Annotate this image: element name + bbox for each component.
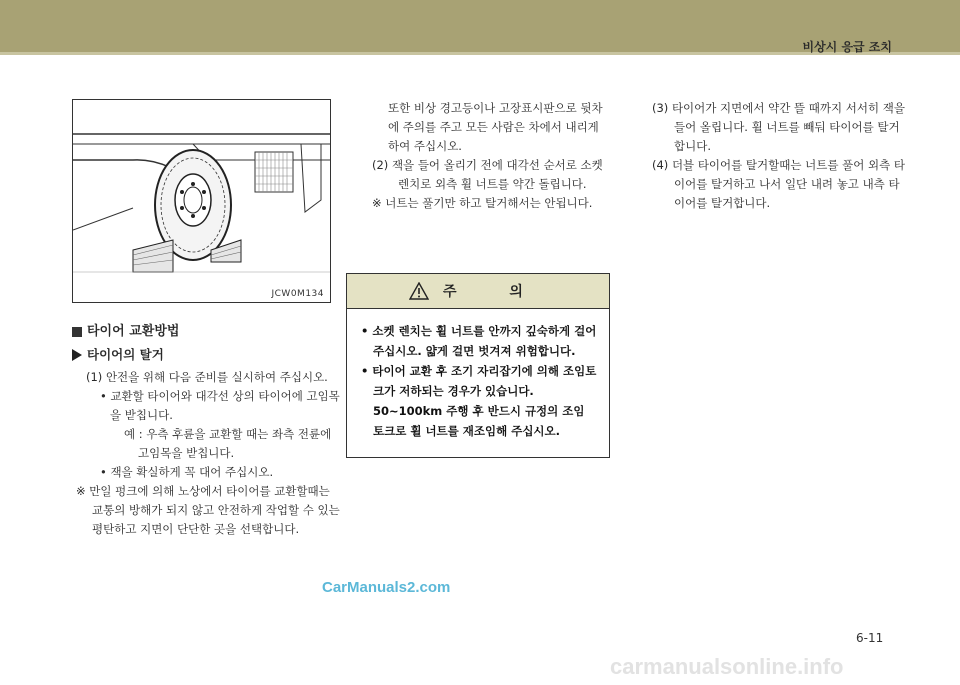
step-1: (1) 안전을 위해 다음 준비를 실시하여 주십시오.: [86, 370, 328, 384]
triangle-bullet-icon: [72, 349, 82, 361]
warning-continuation: 또한 비상 경고등이나 고장표시판으로 뒷차에 주의를 주고 모든 사람은 차에서 내리게 하여 주십시오.: [388, 101, 603, 153]
caution-item: • 소켓 렌치는 휠 너트를 안까지 깊숙하게 걸어 주십시오. 얇게 걸면 벗겨져 위험합니다.: [361, 324, 597, 358]
warning-triangle-icon: [409, 282, 429, 300]
caution-header: [347, 274, 609, 309]
caution-body: [347, 309, 609, 441]
right-column: [650, 99, 910, 213]
bullet-jack: • 잭을 확실하게 꼭 대어 주십시오.: [100, 465, 274, 479]
carmanuals-watermark: CarManuals2.com: [322, 579, 451, 596]
subsection-title: [72, 345, 342, 364]
caution-box: [346, 273, 610, 458]
section-title: [72, 322, 342, 341]
step-2: (2) 잭을 들어 올리기 전에 대각선 순서로 소켓렌치로 외측 휠 너트를 약간 돌립니다.: [372, 158, 603, 191]
step-4: (4) 더블 타이어를 탈거할때는 너트를 풀어 외측 타이어를 탈거하고 나서 일단 내려 놓고 내측 타이어를 탈거합니다.: [652, 158, 905, 210]
caution-item: • 타이어 교환 후 조기 자리잡기에 의해 조임토크가 저하되는 경우가 있습니다. 50~100km 주행 후 반드시 규정의 조임 토크로 휠 너트를 재조임해 주십시오.: [361, 364, 597, 438]
section-title-text: 타이어 교환방법: [87, 324, 180, 339]
page-number: 6-11: [856, 631, 884, 645]
subsection-title-text: 타이어의 탈거: [87, 347, 164, 362]
caution-title: 주 의: [443, 284, 547, 300]
tire-chock-illustration: [72, 99, 331, 303]
example-note: 예 : 우측 후륜을 교환할 때는 좌측 전륜에 고임목을 받칩니다.: [124, 427, 332, 460]
middle-column: [368, 99, 613, 213]
nut-note: ※ 너트는 풀기만 하고 탈거해서는 안됩니다.: [372, 196, 593, 210]
square-bullet-icon: [72, 327, 82, 337]
section-header-title: 비상시 응급 조치: [802, 40, 892, 54]
bullet-chock: • 교환할 타이어와 대각선 상의 타이어에 고임목을 받칩니다.: [100, 389, 340, 422]
figure-code: JCW0M134: [271, 289, 324, 299]
truck-wheel-drawing: [73, 100, 330, 302]
left-column: [72, 322, 342, 539]
flat-tire-note: ※ 만일 펑크에 의해 노상에서 타이어를 교환할때는 교통의 방해가 되지 않고 안전하게 작업할 수 있는 평탄하고 지면이 단단한 곳을 선택합니다.: [76, 484, 340, 536]
site-watermark: carmanualsonline.info: [610, 654, 844, 679]
step-3: (3) 타이어가 지면에서 약간 뜰 때까지 서서히 잭을 들어 올립니다. 휠 너트를 빼둬 타이어를 탈거합니다.: [652, 101, 905, 153]
